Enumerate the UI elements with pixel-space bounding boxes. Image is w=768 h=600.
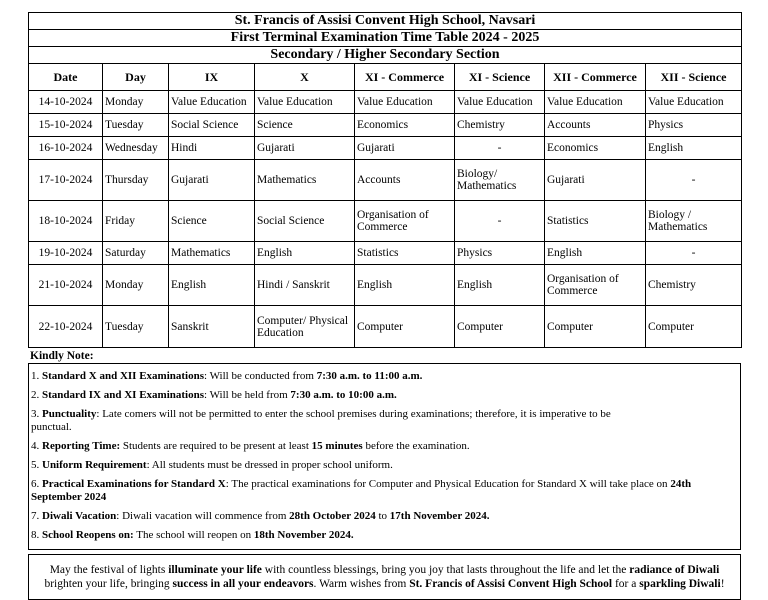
table-row <box>29 265 742 306</box>
subject-cell: Science <box>169 201 255 242</box>
day-cell: Monday <box>103 91 169 114</box>
col-header-xii-commerce: XII - Commerce <box>545 64 646 91</box>
col-header-date: Date <box>29 64 103 91</box>
col-header-xi-science: XI - Science <box>455 64 545 91</box>
date-cell: 18-10-2024 <box>29 201 103 242</box>
subject-cell: Value Education <box>646 91 742 114</box>
subject-cell: Physics <box>455 242 545 265</box>
subject-cell: English <box>169 265 255 306</box>
day-cell: Friday <box>103 201 169 242</box>
section-title: Secondary / Higher Secondary Section <box>29 47 742 64</box>
subject-cell: Value Education <box>255 91 355 114</box>
subject-cell: Accounts <box>355 160 455 201</box>
subject-cell: - <box>455 201 545 242</box>
subject-cell: - <box>455 137 545 160</box>
date-cell: 17-10-2024 <box>29 160 103 201</box>
subject-cell: Gujarati <box>545 160 646 201</box>
subject-cell: Economics <box>545 137 646 160</box>
column-header-row <box>29 64 742 91</box>
subject-cell: Computer <box>646 306 742 348</box>
subject-cell: Value Education <box>169 91 255 114</box>
subject-cell: Gujarati <box>169 160 255 201</box>
subject-cell: Mathematics <box>255 160 355 201</box>
subject-cell: Organisation of Commerce <box>355 201 455 242</box>
subject-cell: Statistics <box>545 201 646 242</box>
subject-cell: English <box>355 265 455 306</box>
date-cell: 14-10-2024 <box>29 91 103 114</box>
subject-cell: Accounts <box>545 114 646 137</box>
table-row <box>29 306 742 348</box>
subject-cell: Physics <box>646 114 742 137</box>
day-cell: Wednesday <box>103 137 169 160</box>
table-row <box>29 137 742 160</box>
subject-cell: English <box>455 265 545 306</box>
subject-cell: English <box>255 242 355 265</box>
kindly-note-heading: Kindly Note: <box>30 350 94 362</box>
subject-cell: Statistics <box>355 242 455 265</box>
table-row <box>29 201 742 242</box>
date-cell: 19-10-2024 <box>29 242 103 265</box>
date-cell: 21-10-2024 <box>29 265 103 306</box>
note-item: 4. Reporting Time: Students are required to be present at least 15 minutes before the examination. <box>31 440 470 452</box>
note-item: 8. School Reopens on: The school will reopen on 18th November 2024. <box>31 529 354 541</box>
note-item: 2. Standard IX and XI Examinations: Will be held from 7:30 a.m. to 10:00 a.m. <box>31 389 397 401</box>
subject-cell: Organisation of Commerce <box>545 265 646 306</box>
subject-cell: Chemistry <box>646 265 742 306</box>
note-item: 3. Punctuality: Late comers will not be permitted to enter the school premises during examinations; therefore, it is imperative to be punctual. <box>31 408 611 433</box>
subject-cell: Gujarati <box>355 137 455 160</box>
subject-cell: Computer <box>545 306 646 348</box>
note-item: 7. Diwali Vacation: Diwali vacation will commence from 28th October 2024 to 17th November 2024. <box>31 510 490 522</box>
subject-cell: English <box>545 242 646 265</box>
subject-cell: Sanskrit <box>169 306 255 348</box>
subject-cell: Biology/ Mathematics <box>455 160 545 201</box>
day-cell: Tuesday <box>103 306 169 348</box>
document-page <box>28 12 741 600</box>
subject-cell: Computer/ Physical Education <box>255 306 355 348</box>
note-item: 6. Practical Examinations for Standard X: The practical examinations for Computer and Physical Education for Standard X will take place on 24th September 2024 <box>31 478 692 503</box>
table-row <box>29 160 742 201</box>
date-cell: 16-10-2024 <box>29 137 103 160</box>
col-header-ix: IX <box>169 64 255 91</box>
subject-cell: Gujarati <box>255 137 355 160</box>
subject-cell: Value Education <box>355 91 455 114</box>
day-cell: Thursday <box>103 160 169 201</box>
notes-box <box>28 363 741 550</box>
subject-cell: Hindi <box>169 137 255 160</box>
day-cell: Tuesday <box>103 114 169 137</box>
note-item: 5. Uniform Requirement: All students must be dressed in proper school uniform. <box>31 459 393 471</box>
timetable <box>28 12 742 348</box>
table-row <box>29 91 742 114</box>
day-cell: Saturday <box>103 242 169 265</box>
subject-cell: Value Education <box>455 91 545 114</box>
col-header-day: Day <box>103 64 169 91</box>
col-header-xi-commerce: XI - Commerce <box>355 64 455 91</box>
subject-cell: English <box>646 137 742 160</box>
note-item: 1. Standard X and XII Examinations: Will be conducted from 7:30 a.m. to 11:00 a.m. <box>31 370 423 382</box>
subject-cell: Biology / Mathematics <box>646 201 742 242</box>
subject-cell: Computer <box>355 306 455 348</box>
exam-title: First Terminal Examination Time Table 2024 - 2025 <box>29 30 742 47</box>
date-cell: 15-10-2024 <box>29 114 103 137</box>
school-name: St. Francis of Assisi Convent High School, Navsari <box>29 13 742 30</box>
subject-cell: Value Education <box>545 91 646 114</box>
subject-cell: Hindi / Sanskrit <box>255 265 355 306</box>
subject-cell: Social Science <box>255 201 355 242</box>
subject-cell: - <box>646 242 742 265</box>
day-cell: Monday <box>103 265 169 306</box>
subject-cell: Economics <box>355 114 455 137</box>
table-row <box>29 242 742 265</box>
diwali-wishes-box: May the festival of lights illuminate your life with countless blessings, bring you joy that lasts throughout the life and let the radiance of Diwali brighten your life, bringing success in all your endeavors. Warm wishes from St. Francis of Assisi Convent High School for a sparkling Diwali! <box>28 554 741 600</box>
subject-cell: Social Science <box>169 114 255 137</box>
subject-cell: Science <box>255 114 355 137</box>
subject-cell: Computer <box>455 306 545 348</box>
subject-cell: Chemistry <box>455 114 545 137</box>
subject-cell: Mathematics <box>169 242 255 265</box>
date-cell: 22-10-2024 <box>29 306 103 348</box>
table-row <box>29 114 742 137</box>
col-header-x: X <box>255 64 355 91</box>
col-header-xii-science: XII - Science <box>646 64 742 91</box>
subject-cell: - <box>646 160 742 201</box>
